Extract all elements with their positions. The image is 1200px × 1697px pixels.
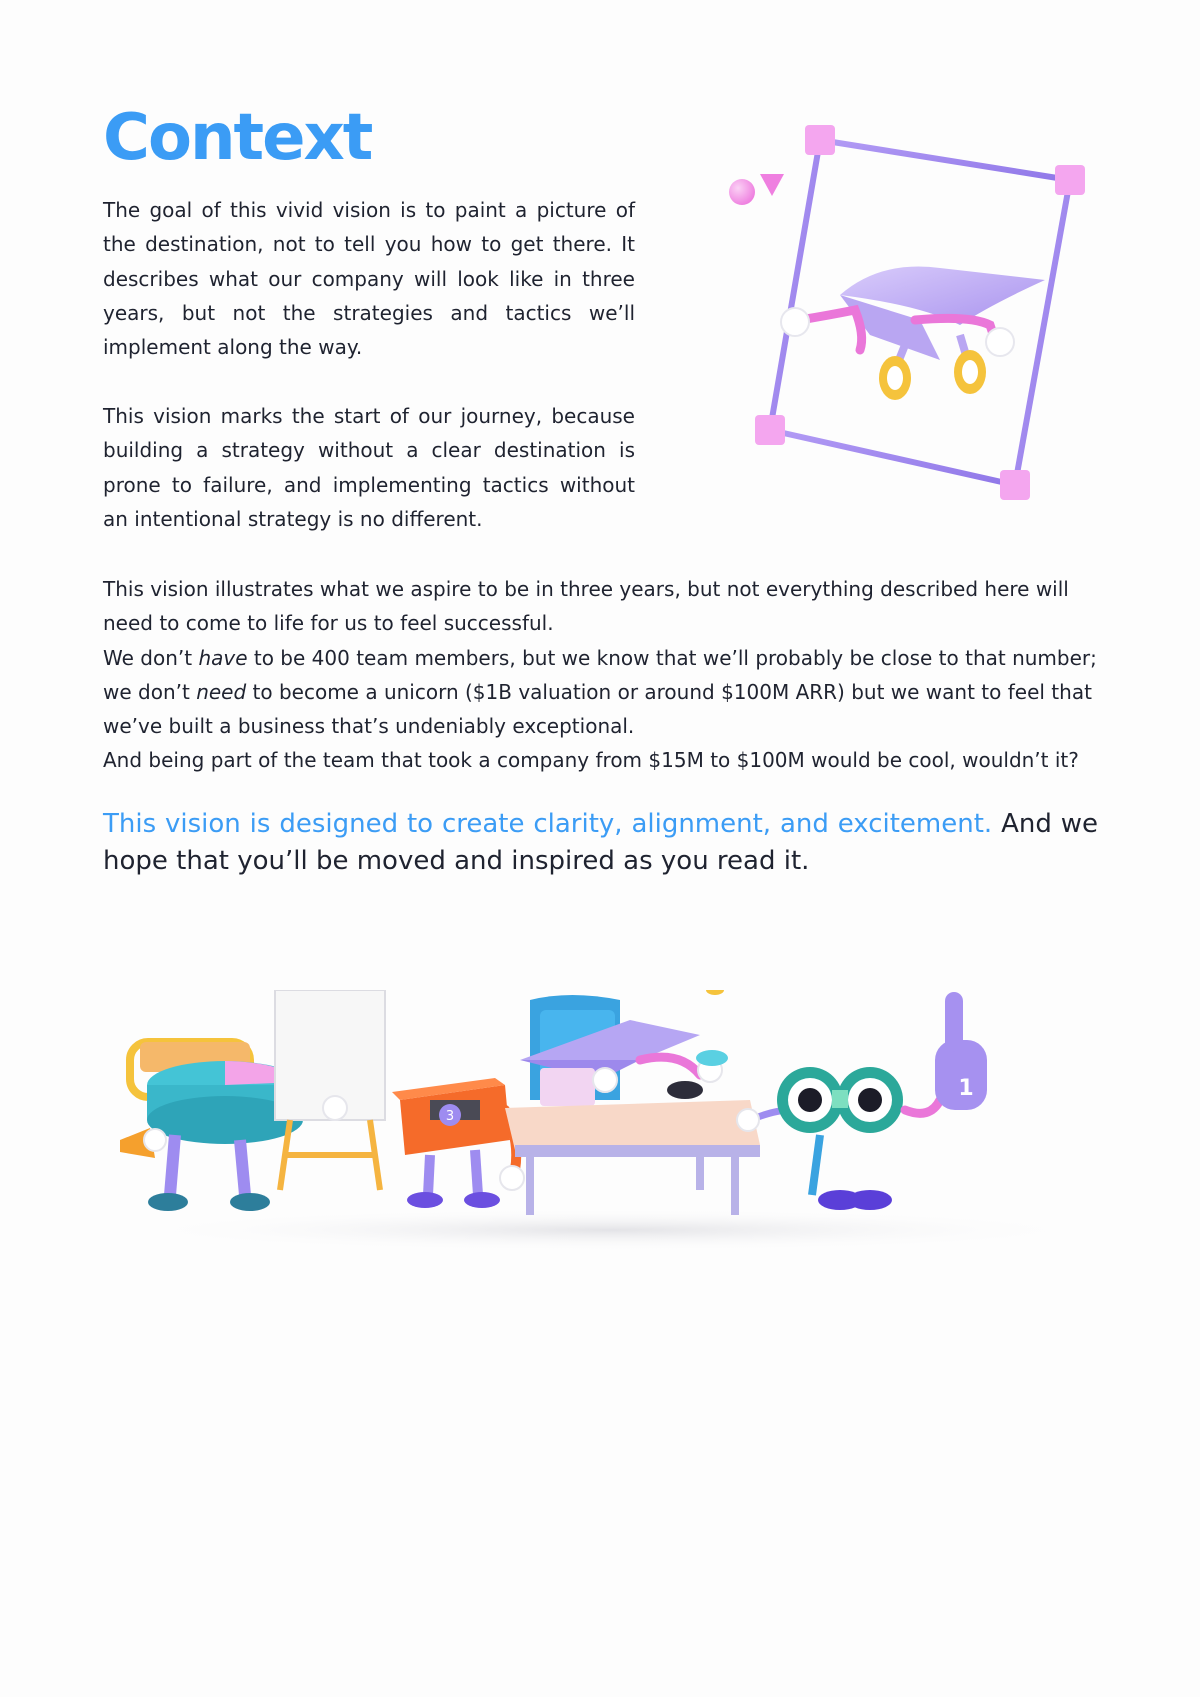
- aspiration-paragraph: [103, 572, 1098, 778]
- pink-triangle-icon: [760, 174, 784, 196]
- intro-paragraph: The goal of this vivid vision is to paint a picture of the destination, not to tell you how to get there. It describes what our company will look like in three years, but not the strategies and tactics we’ll implement along the way.: [103, 198, 635, 360]
- emphasis-need: need: [196, 679, 247, 704]
- aspiration-line-3: And being part of the team that took a company from $15M to $100M would be cool, wouldn’t it?: [103, 748, 1079, 773]
- aspiration-line-1: This vision illustrates what we aspire to be in three years, but not everything described here will need to come to life for us to feel successful.: [103, 577, 1069, 636]
- foam-finger-badge: 1: [958, 1076, 974, 1101]
- frame-shape: [770, 140, 1070, 485]
- box-badge: 3: [445, 1109, 455, 1124]
- whiteboard: [275, 990, 385, 1190]
- desk-with-plane-character: [505, 990, 760, 1215]
- text-run: We don’t: [103, 645, 199, 670]
- foam-finger-icon: [935, 992, 987, 1110]
- team-illustration: [100, 990, 1120, 1260]
- paper-plane-illustration: [690, 110, 1110, 530]
- text-run: to be 400 team members, but we know that we’ll probably be close to that number; we don’t: [103, 645, 1097, 704]
- vision-statement-rest: And we hope that you’ll be moved and inspired as you read it.: [103, 809, 1099, 876]
- vision-statement-accent: This vision is designed to create clarity, alignment, and excitement.: [103, 809, 993, 839]
- page-title: Context: [103, 101, 372, 175]
- aspiration-line-2: [103, 641, 1098, 744]
- inbox-character: [392, 1078, 524, 1208]
- pink-ball-icon: [729, 179, 755, 205]
- binoculars-character: [737, 1067, 940, 1210]
- journey-paragraph: This vision marks the start of our journey, because building a strategy without a clear destination is prone to failure, and implementing tactics without an intentional strategy is no different.: [103, 404, 635, 531]
- vision-statement: [103, 806, 1098, 880]
- emphasis-have: have: [198, 645, 248, 670]
- paper-plane-character: [781, 267, 1045, 400]
- text-run: to become a unicorn ($1B valuation or around $100M ARR) but we want to feel that we’ve built a business that’s undeniably exceptional.: [103, 679, 1092, 739]
